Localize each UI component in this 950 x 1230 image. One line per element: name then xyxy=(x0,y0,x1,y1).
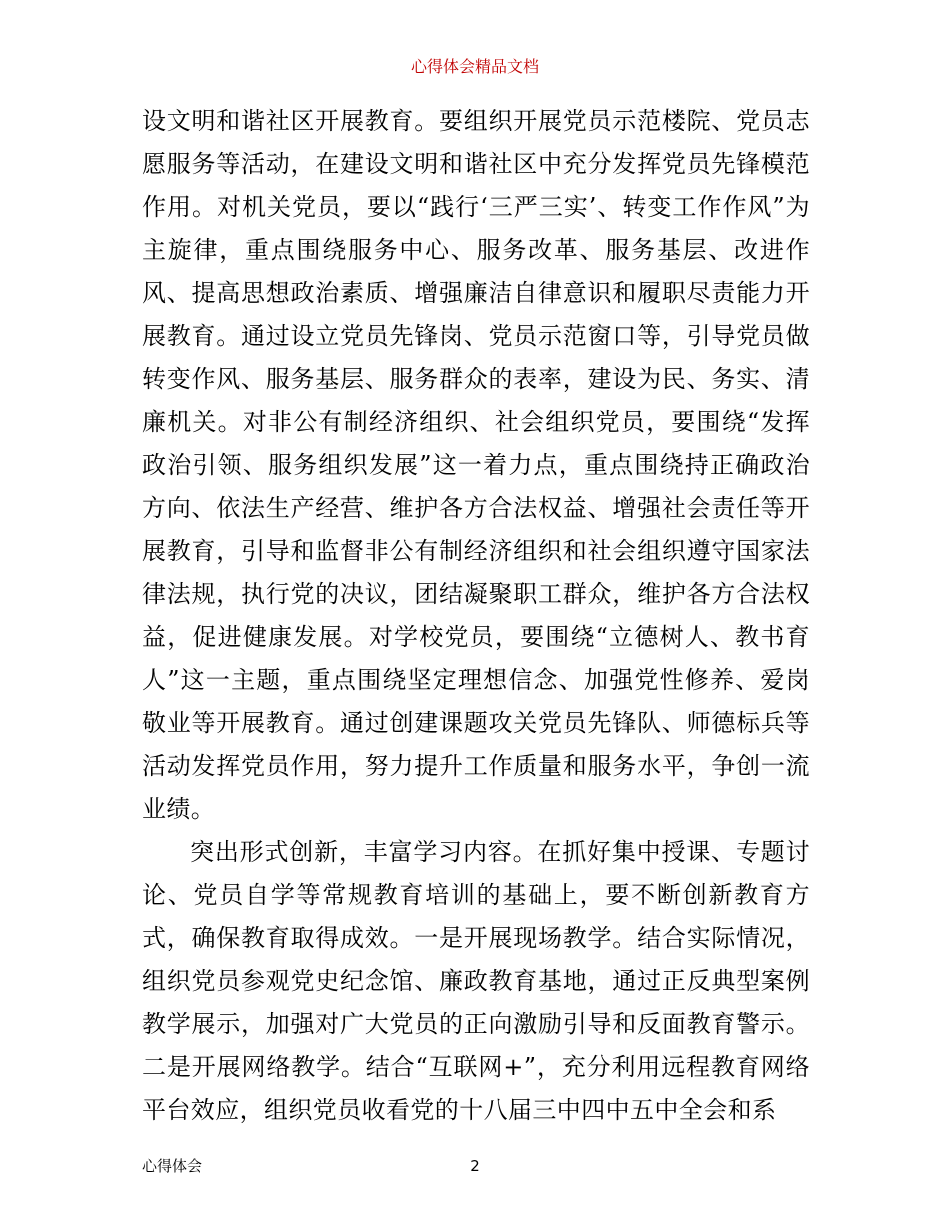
document-body xyxy=(142,100,810,1132)
body-paragraph: 突出形式创新，丰富学习内容。在抓好集中授课、专题讨论、党员自学等常规教育培训的基础上，要不断创新教育方式，确保教育取得成效。一是开展现场教学。结合实际情况，组织党员参观党史纪念馆、廉政教育基地，通过正反典型案例教学展示，加强对广大党员的正向激励引导和反面教育警示。二是开展网络教学。结合“互联网+”，充分利用远程教育网络平台效应，组织党员收看党的十八届三中四中五中全会和系 xyxy=(142,838,810,1124)
body-paragraph: 设文明和谐社区开展教育。要组织开展党员示范楼院、党员志愿服务等活动，在建设文明和谐社区中充分发挥党员先锋模范作用。对机关党员，要以“践行‘三严三实’、转变工作作风”为主旋律，重点围绕服务中心、服务改革、服务基层、改进作风、提高思想政治素质、增强廉洁自律意识和履职尽责能力开展教育。通过设立党员先锋岗、党员示范窗口等，引导党员做转变作风、服务基层、服务群众的表率，建设为民、务实、清廉机关。对非公有制经济组织、社会组织党员，要围绕“发挥政治引领、服务组织发展”这一着力点，重点围绕持正确政治方向、依法生产经营、维护各方合法权益、增强社会责任等开展教育，引导和监督非公有制经济组织和社会组织遵守国家法律法规，执行党的决议，团结凝聚职工群众，维护各方合法权益，促进健康发展。对学校党员，要围绕“立德树人、教书育人”这一主题，重点围绕坚定理想信念、加强党性修养、爱岗敬业等开展教育。通过创建课题攻关党员先锋队、师德标兵等活动发挥党员作用，努力提升工作质量和服务水平，争创一流业绩。 xyxy=(142,107,810,823)
page-header-title: 心得体会精品文档 xyxy=(410,57,539,76)
page-number: 2 xyxy=(470,1157,480,1175)
footer-label: 心得体会 xyxy=(142,1157,203,1175)
